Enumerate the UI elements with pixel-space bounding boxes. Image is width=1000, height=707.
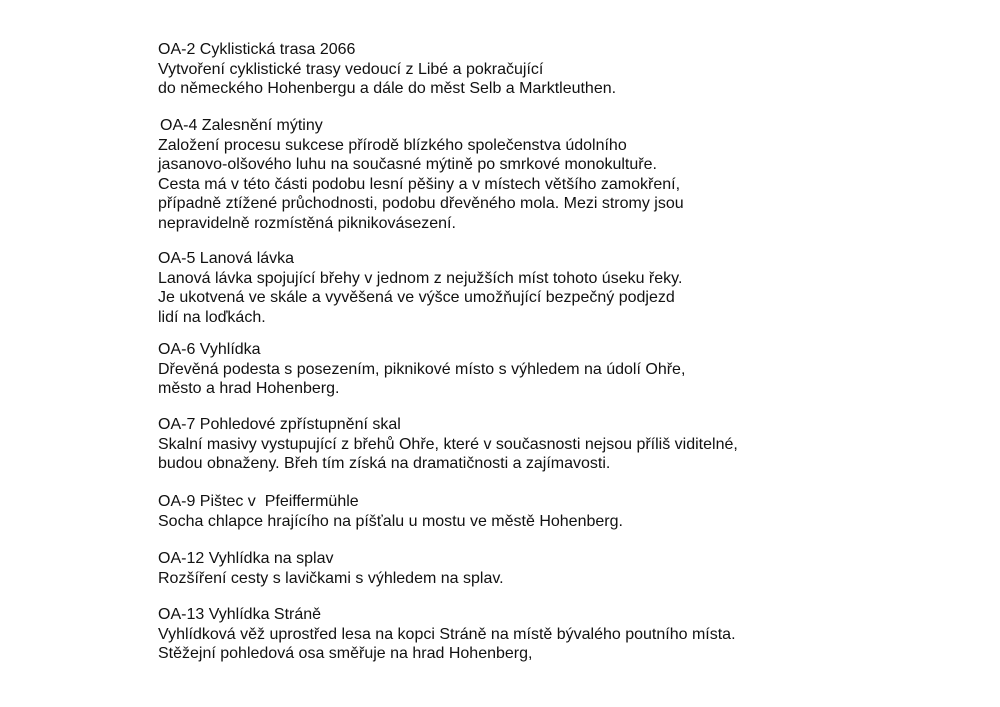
entry-line: Dřevěná podesta s posezením, piknikové místo s výhledem na údolí Ohře, — [158, 360, 686, 378]
entry-line: lidí na loďkách. — [158, 308, 266, 326]
entry-title: OA-12 Vyhlídka na splav — [158, 550, 334, 567]
entry-title: OA-5 Lanová lávka — [158, 250, 295, 267]
entry-title: OA-4 Zalesnění mýtiny — [160, 117, 323, 134]
entry-line: případně ztížené průchodnosti, podobu dřevěného mola. Mezi stromy jsou — [158, 195, 684, 212]
entry-title: OA-7 Pohledové zpřístupnění skal — [158, 416, 401, 433]
entry-line: Rozšíření cesty s lavičkami s výhledem na splav. — [158, 569, 504, 587]
entry-line: jasanovo-olšového luhu na současné mýtině po smrkové monokultuře. — [158, 156, 657, 173]
entry-line: Vytvoření cyklistické trasy vedoucí z Libé a pokračující — [158, 60, 544, 78]
entry-oa-7 — [158, 415, 738, 474]
entry-line: Lanová lávka spojující břehy v jednom z nejužších míst tohoto úseku řeky. — [158, 269, 683, 287]
entry-line: Stěžejní pohledová osa směřuje na hrad Hohenberg, — [158, 645, 533, 662]
entry-oa-12 — [158, 549, 504, 588]
entry-oa-6 — [158, 340, 685, 399]
entry-line: Socha chlapce hrajícího na píšťalu u mostu ve městě Hohenberg. — [158, 512, 623, 530]
entry-title: OA-13 Vyhlídka Stráně — [158, 606, 322, 623]
entry-line: Skalní masivy vystupující z břehů Ohře, které v současnosti nejsou příliš viditelné, — [158, 435, 738, 453]
entry-line: Je ukotvená ve skále a vyvěšená ve výšce umožňující bezpečný podjezd — [158, 289, 675, 306]
entry-line: nepravidelně rozmístěná piknikovásezení. — [158, 214, 456, 232]
entry-oa-9 — [158, 492, 623, 531]
entry-line: Založení procesu sukcese přírodě blízkého společenstva údolního — [158, 136, 627, 154]
entry-title: OA-2 Cyklistická trasa 2066 — [158, 41, 356, 58]
entry-oa-13 — [158, 605, 736, 664]
entry-line: město a hrad Hohenberg. — [158, 380, 340, 397]
entry-oa-5 — [158, 249, 682, 327]
entry-title: OA-9 Pištec v Pfeiffermühle — [158, 493, 359, 510]
entry-line: do německého Hohenbergu a dále do měst Selb a Marktleuthen. — [158, 80, 617, 97]
entry-line: Cesta má v této části podobu lesní pěšiny a v místech většího zamokření, — [158, 175, 681, 193]
entry-line: budou obnaženy. Břeh tím získá na dramatičnosti a zajímavosti. — [158, 455, 611, 472]
entry-title: OA-6 Vyhlídka — [158, 341, 261, 358]
entry-oa-4 — [158, 116, 684, 233]
entry-oa-2 — [158, 40, 616, 99]
entry-line: Vyhlídková věž uprostřed lesa na kopci Stráně na místě bývalého poutního místa. — [158, 625, 736, 643]
